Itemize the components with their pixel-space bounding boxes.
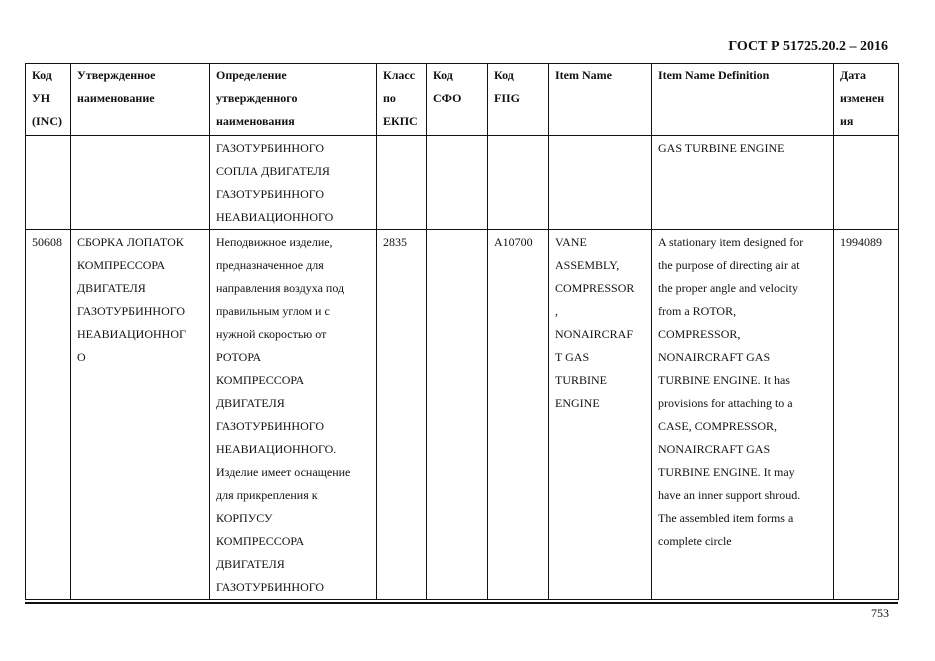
cell-line: NONAIRCRAFT GAS (658, 350, 771, 364)
cell-line: правильным углом и с (216, 304, 330, 318)
header-definition (210, 64, 377, 136)
cell-inc (26, 136, 71, 230)
cell-line: 2835 (383, 235, 407, 249)
header-change-date (834, 64, 899, 136)
cell-line: КОМПРЕССОРА (77, 258, 166, 272)
cell-line: ГАЗОТУРБИННОГО (216, 580, 325, 594)
cell-line: T GAS (555, 350, 590, 364)
cell-line: ГАЗОТУРБИННОГО (216, 419, 325, 433)
cell-line: Определение (216, 68, 287, 82)
cell-line: СБОРКА ЛОПАТОК (77, 235, 184, 249)
cell-line: TURBINE ENGINE. It may (658, 465, 795, 479)
cell-line: предназначенное для (216, 258, 324, 272)
header-item-name-definition (652, 64, 834, 136)
cell-line: have an inner support shroud. (658, 488, 801, 502)
header-item-name (549, 64, 652, 136)
cell-line: complete circle (658, 534, 732, 548)
header-inc (26, 64, 71, 136)
cell-line: КОМПРЕССОРА (216, 534, 305, 548)
cell-line: 50608 (32, 235, 62, 249)
cell-line: изменен (840, 91, 885, 105)
cell-line: Код (494, 68, 514, 82)
cell-line: НЕАВИАЦИОННОГО. (216, 442, 337, 456)
cell-line: NONAIRCRAF (555, 327, 634, 341)
cell-line: CASE, COMPRESSOR, (658, 419, 778, 433)
cell-line: Дата (840, 68, 866, 82)
cell-line: КОРПУСУ (216, 511, 273, 525)
cell-fiig-code (488, 136, 549, 230)
cell-ekps-class (377, 136, 427, 230)
cell-line: 1994089 (840, 235, 882, 249)
cell-line: Item Name Definition (658, 68, 770, 82)
cell-line: ЕКПС (383, 114, 418, 128)
cell-line: УН (32, 91, 51, 105)
cell-line: The assembled item forms a (658, 511, 794, 525)
cell-line: Изделие имеет оснащение (216, 465, 351, 479)
table-row-continuation (26, 136, 899, 230)
cell-line: provisions for attaching to a (658, 396, 793, 410)
cell-line: РОТОРА (216, 350, 262, 364)
cell-definition (210, 136, 377, 230)
cell-line: НЕАВИАЦИОННОГО (216, 210, 334, 224)
cell-line: Код (32, 68, 52, 82)
cell-line: Утвержденное (77, 68, 156, 82)
cell-line: Item Name (555, 68, 612, 82)
cell-line: утвержденного (216, 91, 298, 105)
cell-line: направления воздуха под (216, 281, 345, 295)
cell-line: ENGINE (555, 396, 600, 410)
cell-line: FIIG (494, 91, 521, 105)
cell-line: ГАЗОТУРБИННОГО (216, 141, 325, 155)
cell-line: (INC) (32, 114, 62, 128)
cell-line: TURBINE ENGINE. It has (658, 373, 790, 387)
cell-inc (26, 230, 71, 600)
cell-line: COMPRESSOR (555, 281, 635, 295)
cell-line: НЕАВИАЦИОННОГ (77, 327, 186, 341)
page-number: 753 (871, 606, 889, 620)
cell-line: ДВИГАТЕЛЯ (216, 396, 285, 410)
header-fiig-code (488, 64, 549, 136)
cell-item-name-definition (652, 136, 834, 230)
cell-line: по (383, 91, 396, 105)
header-ekps-class (377, 64, 427, 136)
cell-line: the proper angle and velocity (658, 281, 798, 295)
cell-line: TURBINE (555, 373, 607, 387)
cell-line: ия (840, 114, 854, 128)
cell-item-name (549, 230, 652, 600)
cell-line: СФО (433, 91, 462, 105)
cell-approved-name (71, 136, 210, 230)
cell-line: наименование (77, 91, 155, 105)
cell-line: КОМПРЕССОРА (216, 373, 305, 387)
cell-line: ДВИГАТЕЛЯ (77, 281, 146, 295)
cell-item-name (549, 136, 652, 230)
cell-line: the purpose of directing air at (658, 258, 800, 272)
cell-line: A stationary item designed for (658, 235, 804, 249)
header-approved-name (71, 64, 210, 136)
cell-line: Неподвижное изделие, (216, 235, 333, 249)
cell-change-date (834, 230, 899, 600)
cell-definition (210, 230, 377, 600)
document-code: ГОСТ Р 51725.20.2 – 2016 (728, 39, 888, 54)
cell-line: , (555, 304, 558, 318)
cell-line: GAS TURBINE ENGINE (658, 141, 785, 155)
cell-line: О (77, 350, 86, 364)
cell-fiig-code (488, 230, 549, 600)
cell-sfo-code (427, 136, 488, 230)
cell-line: Код (433, 68, 453, 82)
header-sfo-code (427, 64, 488, 136)
cell-change-date (834, 136, 899, 230)
cell-line: нужной скоростью от (216, 327, 327, 341)
cell-line: Класс (383, 68, 416, 82)
header-row (26, 64, 899, 136)
cell-line: from a ROTOR, (658, 304, 737, 318)
cell-approved-name (71, 230, 210, 600)
cell-line: ASSEMBLY, (555, 258, 620, 272)
cell-sfo-code (427, 230, 488, 600)
table-bottom-rule (25, 602, 898, 604)
cell-line: ДВИГАТЕЛЯ (216, 557, 285, 571)
cell-line: NONAIRCRAFT GAS (658, 442, 771, 456)
cell-ekps-class (377, 230, 427, 600)
cell-item-name-definition (652, 230, 834, 600)
cell-line: ГАЗОТУРБИННОГО (216, 187, 325, 201)
cell-line: A10700 (494, 235, 533, 249)
cell-line: наименования (216, 114, 295, 128)
table-row-50608 (26, 230, 899, 600)
cell-line: ГАЗОТУРБИННОГО (77, 304, 186, 318)
cell-line: СОПЛА ДВИГАТЕЛЯ (216, 164, 330, 178)
cell-line: для прикрепления к (216, 488, 318, 502)
cell-line: COMPRESSOR, (658, 327, 741, 341)
catalog-table (25, 63, 899, 600)
cell-line: VANE (555, 235, 587, 249)
